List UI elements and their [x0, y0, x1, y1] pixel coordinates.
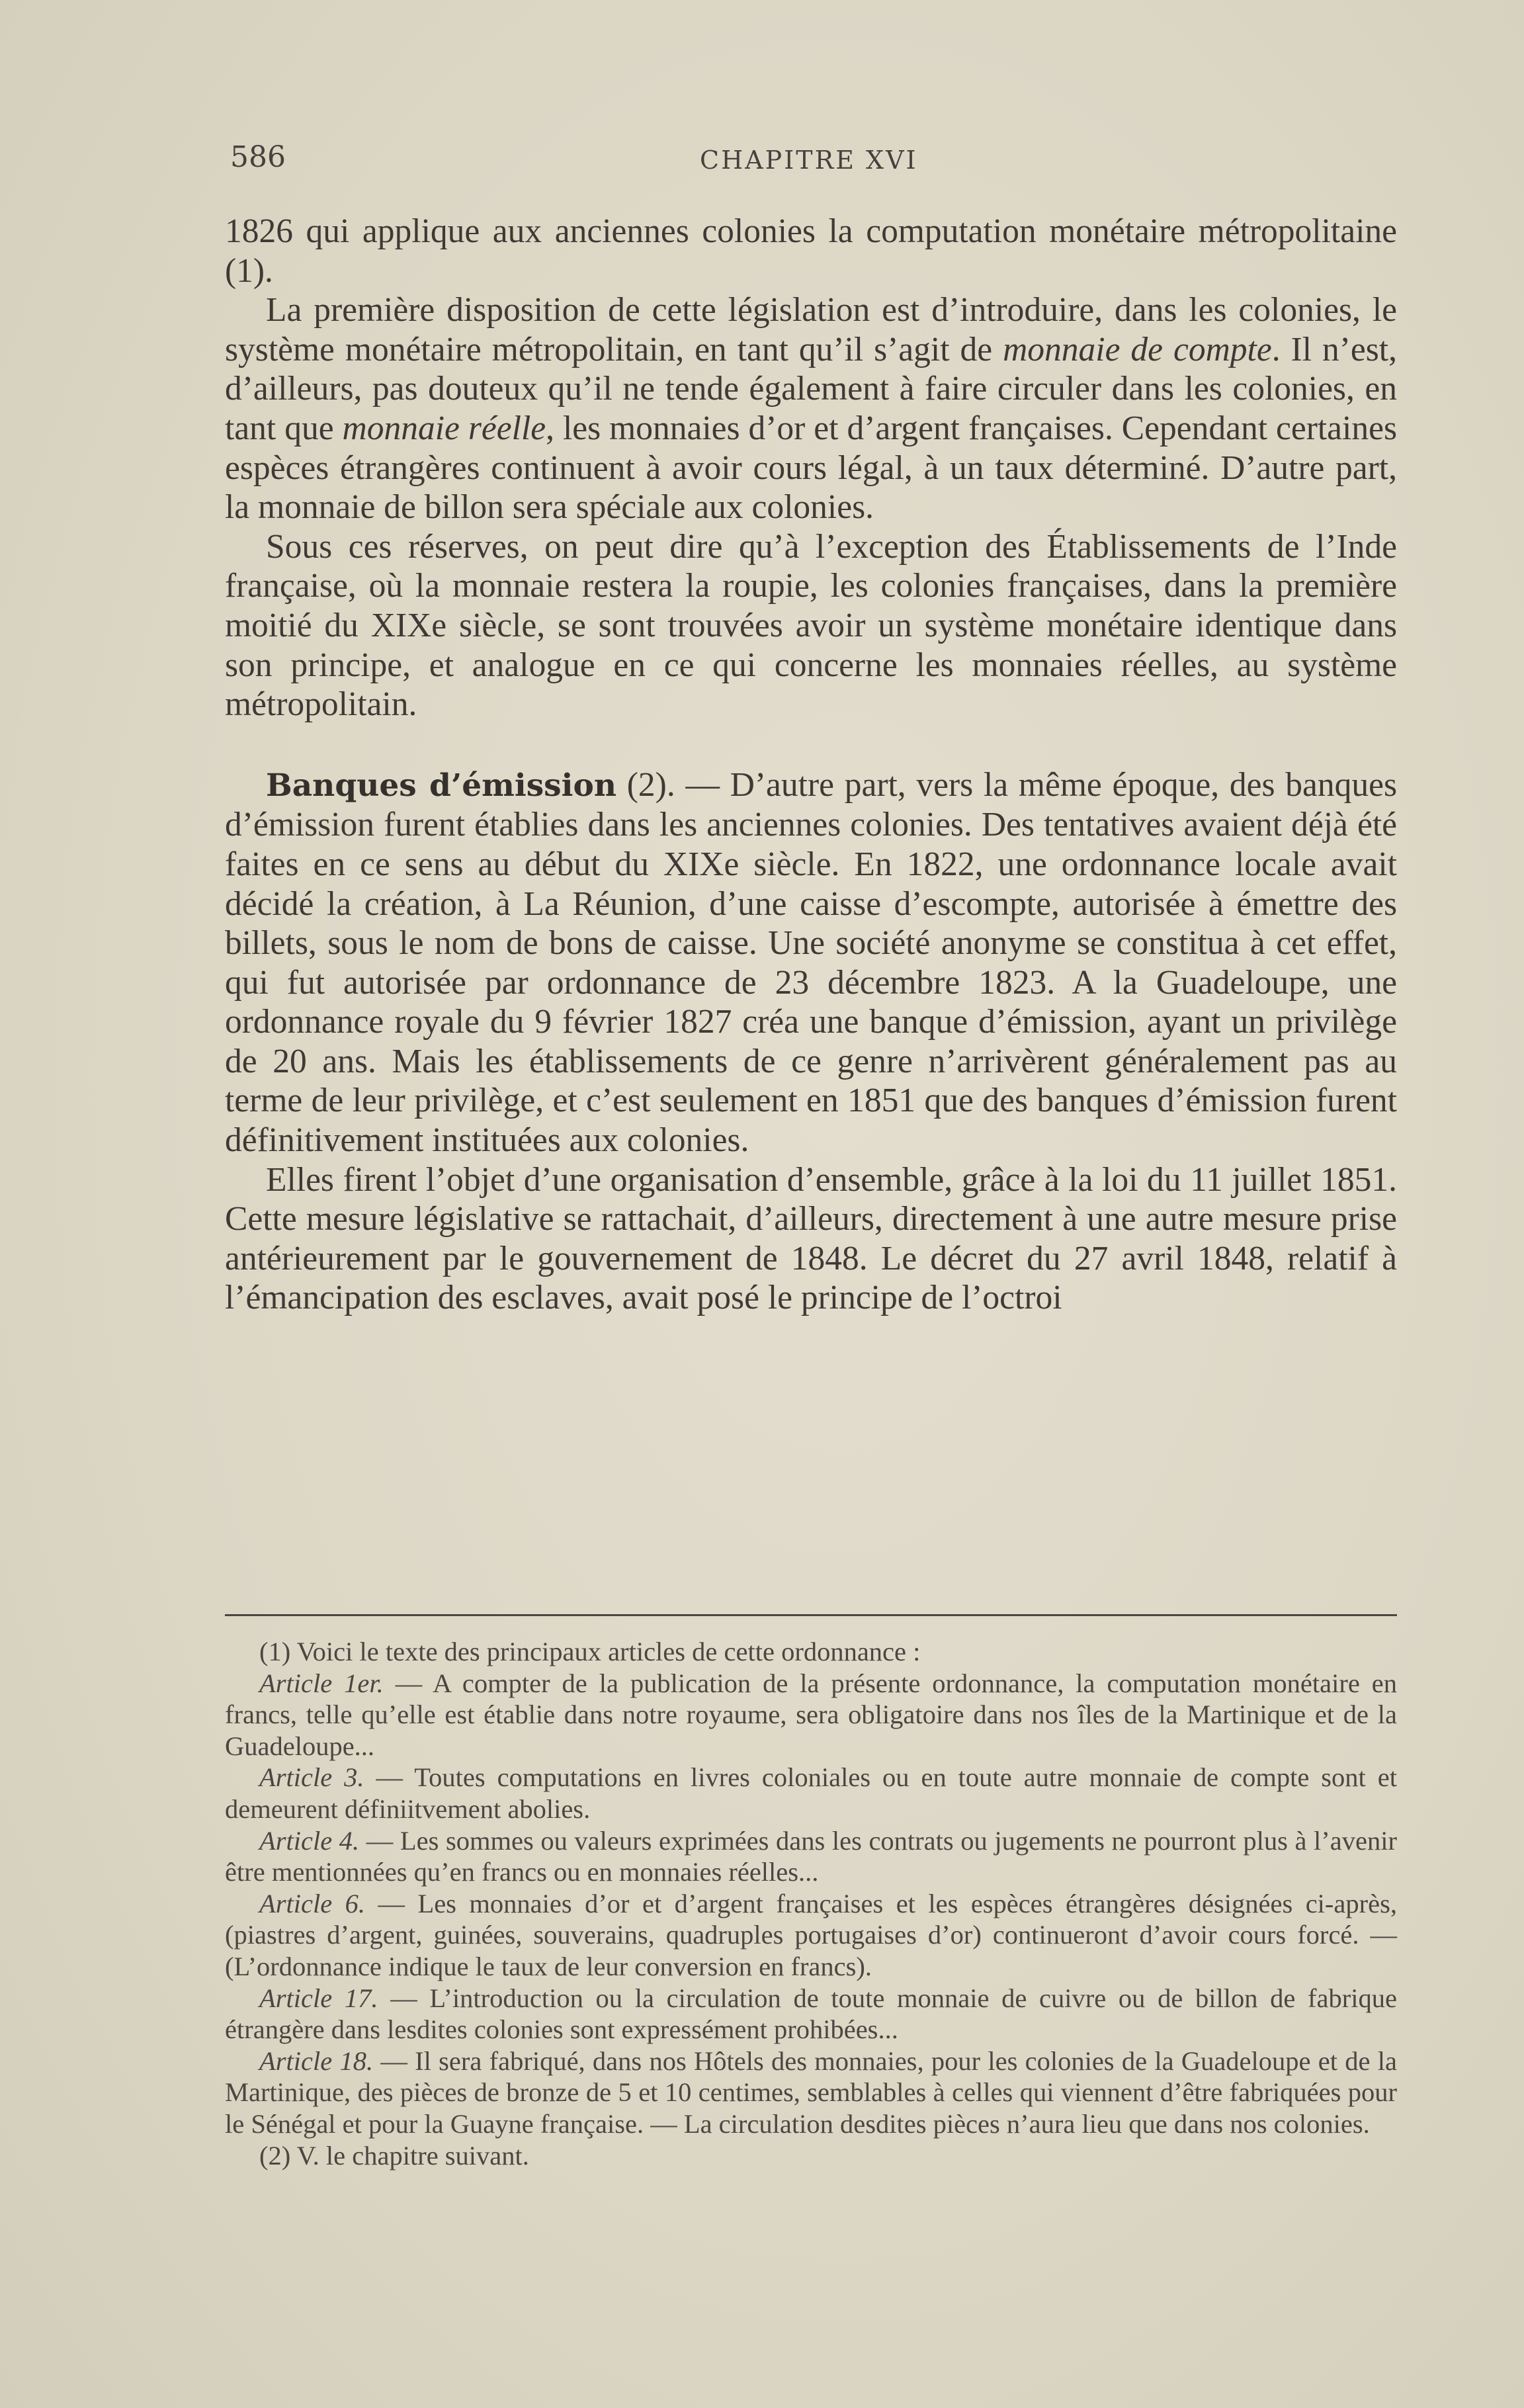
page-number: 586 [230, 140, 286, 174]
paragraph-1: 1826 qui applique aux anciennes colonies la computation monétaire métropolitaine (1). [225, 212, 1397, 290]
footnote-1-intro: (1) Voici le texte des principaux articles de cette ordonnance : [259, 1637, 921, 1666]
section-heading: Banques d’émission [266, 767, 617, 804]
paragraph-5: Elles firent l’objet d’une organisation d’ensemble, grâce à la loi du 11 juillet 1851. Cette mesure législative se rattachait, d’ailleurs, directement à une autre mesure prise antérieurement par le gouvernement de 1848. Le décret du 27 avril 1848, relatif à l’émancipation des esclaves, avait posé le principe de l’octroi [225, 1160, 1397, 1317]
footnote-article: Article 3. — Toutes computations en livres coloniales ou en toute autre monnaie de compte sont et demeurent définiitvement abolies. [225, 1762, 1397, 1824]
chapter-title: CHAPITRE XVI [700, 146, 918, 175]
footnote-article: Article 1er. — A compter de la publication de la présente ordonnance, la computation monétaire en francs, telle qu’elle est établie dans notre royaume, sera obligatoire dans nos îles de la Martinique et de la Guadeloupe... [225, 1668, 1397, 1761]
footnote-article: Article 17. — L’introduction ou la circulation de toute monnaie de cuivre ou de billon de fabrique étrangère dans lesdites colonies sont expressément prohibées... [225, 1983, 1397, 2045]
footnote-article: Article 18. — Il sera fabriqué, dans nos Hôtels des monnaies, pour les colonies de la Guadeloupe et de la Martinique, des pièces de bronze de 5 et 10 centimes, semblables à celles qui viennent d’être fabriquées pour le Sénégal et pour la Guayne française. — La circulation desdites pièces n’aura lieu que dans nos colonies. [225, 2045, 1397, 2139]
footnote-article: Article 6. — Les monnaies d’or et d’argent françaises et les espèces étrangères désignées ci-après, (piastres d’argent, guinées, souverains, quadruples portugaises d’or) continueront d’avoir cours forcé. — (L’ordonnance indique le taux de leur conversion en francs). [225, 1888, 1397, 1981]
paragraph-4: Banques d’émission (2). — D’autre part, vers la même époque, des banques d’émission furent établies dans les anciennes colonies. Des tentatives avaient déjà été faites en ce sens au début du XIXe siècle. En 1822, une ordonnance locale avait décidé la création, à La Réunion, d’une caisse d’escompte, autorisée à émettre des billets, sous le nom de bons de caisse. Une société anonyme se constitua à cet effet, qui fut autorisée par ordonnance de 23 décembre 1823. A la Guadeloupe, une ordonnance royale du 9 février 1827 créa une banque d’émission, ayant un privilège de 20 ans. Mais les établissements de ce genre n’arrivèrent généralement pas au terme de leur privilège, et c’est seulement en 1851 que des banques d’émission furent définitivement instituées aux colonies. [225, 765, 1398, 1160]
italic-term: monnaie réelle [342, 409, 546, 447]
italic-term: monnaie de compte [1003, 330, 1272, 368]
footnote-rule [225, 1614, 1397, 1616]
paragraph-2: La première disposition de cette législation est d’introduire, dans les colonies, le système monétaire métropolitain, en tant qu’il s’agit de monnaie de compte. Il n’est, d’ailleurs, pas douteux qu’il ne tende également à faire circuler dans les colonies, en tant que monnaie réelle, les monnaies d’or et d’argent françaises. Cependant certaines espèces étrangères continuent à avoir cours légal, à un taux déterminé. D’autre part, la monnaie de billon sera spéciale aux colonies. [225, 291, 1397, 527]
paragraph-3: Sous ces réserves, on peut dire qu’à l’exception des Établissements de l’Inde française, où la monnaie restera la roupie, les colonies françaises, dans la première moitié du XIXe siècle, se sont trouvées avoir un système monétaire identique dans son principe, et analogue en ce qui concerne les monnaies réelles, au système métropolitain. [225, 527, 1397, 724]
main-text [225, 212, 1397, 1318]
running-head [230, 140, 1394, 180]
footnote-article: Article 4. — Les sommes ou valeurs exprimées dans les contrats ou jugements ne pourront plus à l’avenir être mentionnées qu’en francs ou en monnaies réelles... [225, 1825, 1397, 1887]
footnote-2: (2) V. le chapitre suivant. [259, 2140, 529, 2171]
footnotes [225, 1636, 1397, 2171]
